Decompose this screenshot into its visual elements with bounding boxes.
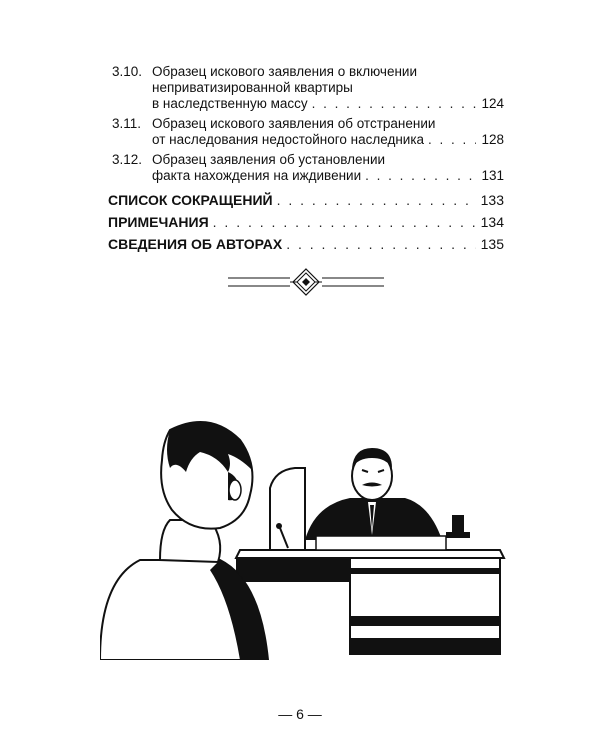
toc-page-number: 124: [481, 96, 504, 111]
toc-page-number: 135: [480, 236, 504, 252]
toc-entry-line: Образец искового заявления о включении: [152, 64, 417, 79]
toc-entry-3-10[interactable]: [108, 64, 504, 112]
leader-dots: [312, 96, 476, 112]
toc-entry-3-12[interactable]: [108, 152, 504, 184]
toc-page-number: 128: [481, 132, 504, 147]
toc-entry-line: неприватизированной квартиры: [152, 80, 353, 95]
page-number: — 6 —: [278, 706, 322, 722]
toc-entry-line: от наследования недостойного наследника: [152, 132, 425, 147]
leader-dots: [277, 189, 476, 211]
toc-section-authors[interactable]: [108, 233, 504, 255]
leader-dots: [213, 211, 476, 233]
leader-dots: [286, 233, 476, 255]
toc-entry-number: 3.11.: [112, 116, 142, 131]
toc-entry-line: факта нахождения на иждивении: [152, 168, 362, 183]
courtroom-illustration-icon: [100, 410, 510, 660]
toc-entry-line: Образец искового заявления об отстранении: [152, 116, 436, 131]
table-of-contents: [108, 64, 504, 255]
toc-entry-3-11[interactable]: [108, 116, 504, 148]
toc-entry-number: 3.12.: [112, 152, 143, 167]
toc-page-number: 134: [480, 214, 504, 230]
toc-section-notes[interactable]: [108, 211, 504, 233]
toc-entry-line: Образец заявления об установлении: [152, 152, 386, 167]
toc-entry-number: 3.10.: [112, 64, 143, 79]
toc-page-number: 131: [481, 168, 504, 183]
leader-dots: [428, 132, 476, 148]
toc-entry-line: в наследственную массу: [152, 96, 308, 111]
toc-section-label: СПИСОК СОКРАЩЕНИЙ: [108, 192, 273, 208]
toc-section-label: ПРИМЕЧАНИЯ: [108, 214, 209, 230]
toc-section-abbreviations[interactable]: [108, 189, 504, 211]
toc-page-number: 133: [480, 192, 504, 208]
toc-section-label: СВЕДЕНИЯ ОБ АВТОРАХ: [108, 236, 283, 252]
leader-dots: [365, 168, 476, 184]
ornament-divider-icon: [228, 268, 384, 296]
